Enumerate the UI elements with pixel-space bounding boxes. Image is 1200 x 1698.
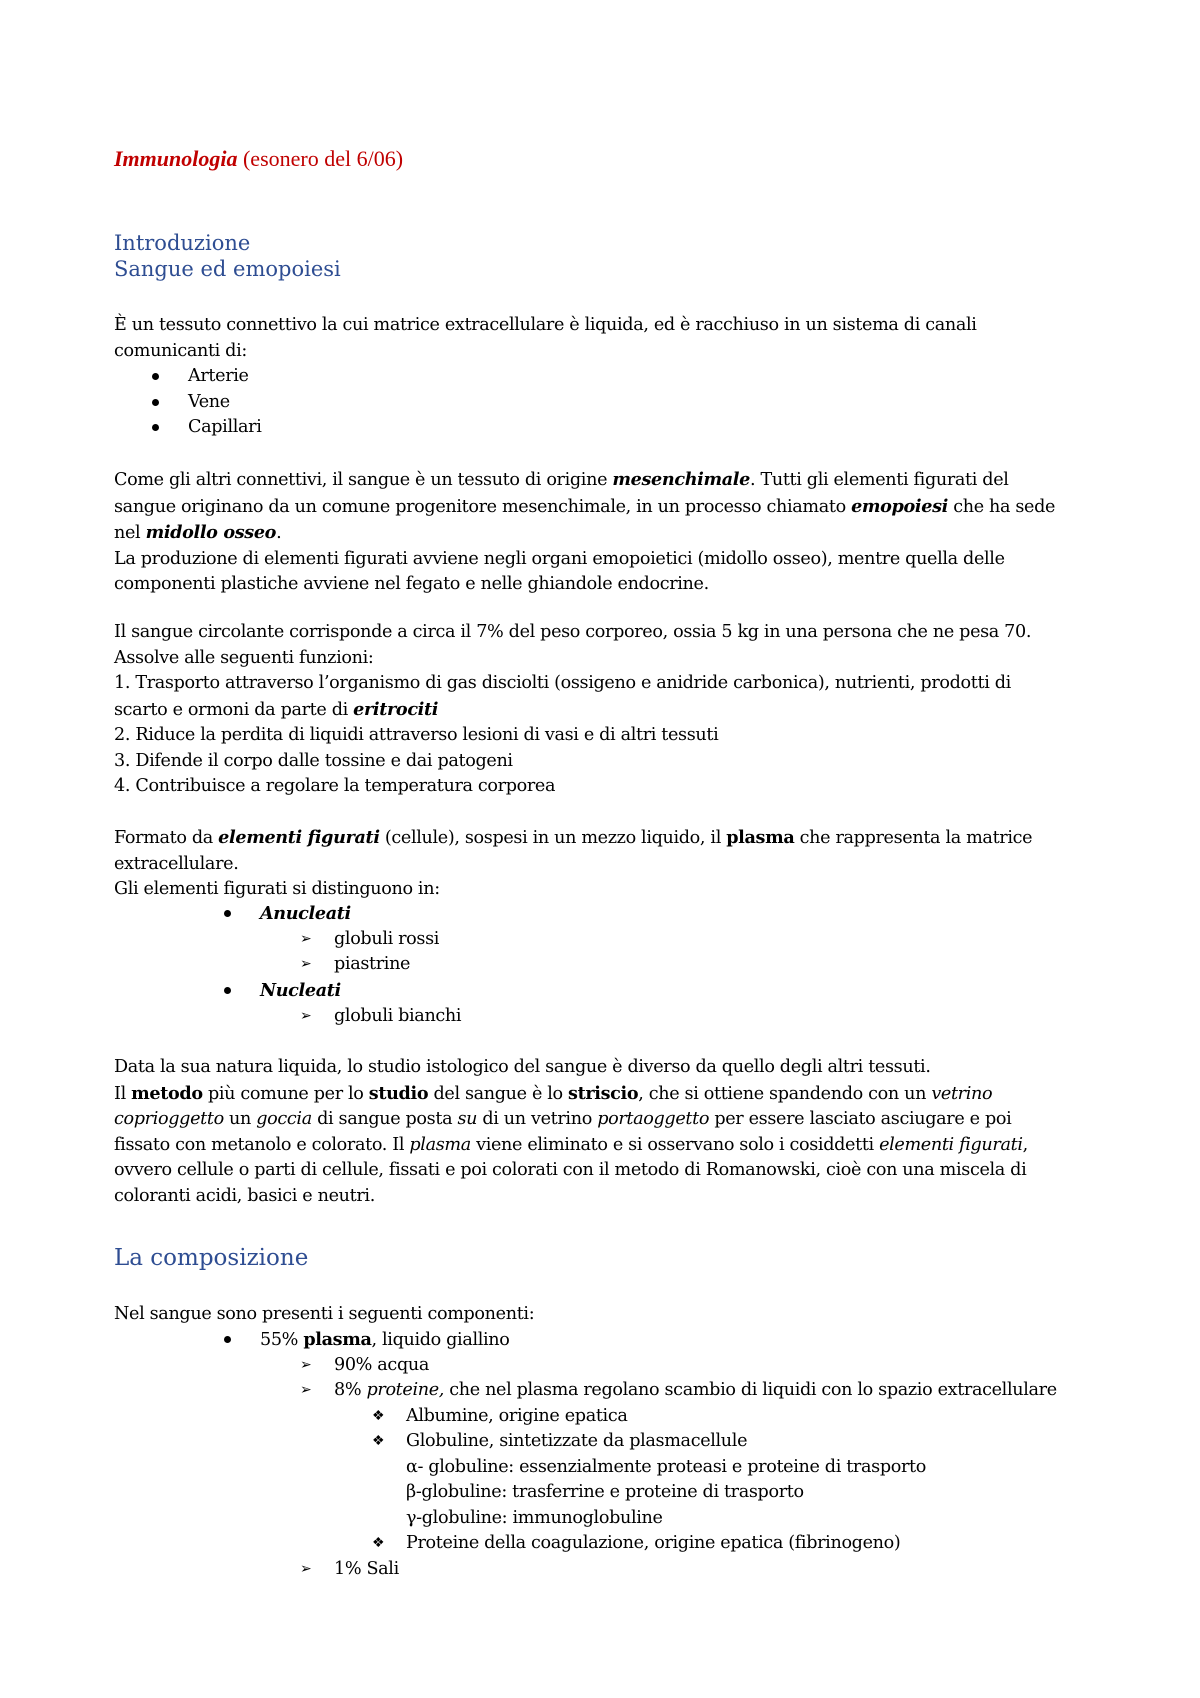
list-item-gamma: γ-globuline: immunoglobuline: [406, 1508, 663, 1528]
bullet-icon: [152, 390, 159, 416]
text-line: scarto e ormoni da parte di eritrociti: [114, 698, 439, 720]
text-line: sangue originano da un comune progenitore mesenchimale, in un processo chiamato emopoiesi che ha sede: [114, 495, 1056, 517]
text-line: Gli elementi figurati si distinguono in:: [114, 879, 440, 899]
text-line: fissato con metanolo e colorato. Il plasma viene eliminato e si osservano solo i cosiddetti elementi figurati,: [114, 1134, 1028, 1155]
paragraph-componenti: [114, 1302, 1094, 1328]
list-item-proteine: 8% proteine, che nel plasma regolano scambio di liquidi con lo spazio extracellulare: [334, 1380, 1057, 1400]
list-item: Vene: [188, 392, 230, 412]
bullet-icon: [152, 415, 159, 441]
paragraph-funzioni: [114, 620, 1094, 800]
heading-sangue: Sangue ed emopoiesi: [114, 257, 341, 281]
bullet-icon: [224, 978, 231, 1004]
bullet-icon: [224, 901, 231, 927]
arrow-bullet-icon: ➢: [300, 931, 312, 947]
list-item: Capillari: [188, 417, 262, 437]
list-item: 1% Sali: [334, 1559, 399, 1579]
text-line: extracellulare.: [114, 853, 239, 874]
text-line: La produzione di elementi figurati avviene negli organi emopoietici (midollo osseo), mentre quella delle: [114, 548, 1005, 569]
arrow-bullet-icon: ➢: [300, 1561, 312, 1577]
list-item-alfa: α- globuline: essenzialmente proteasi e proteine di trasporto: [406, 1457, 926, 1477]
text-line: nel midollo osseo.: [114, 522, 282, 543]
text-line: ovvero cellule o parti di cellule, fissati e poi colorati con il metodo di Romanowski, cioè con una miscela di: [114, 1160, 1027, 1180]
arrow-bullet-icon: ➢: [300, 1357, 312, 1373]
text-line: 2. Riduce la perdita di liquidi attraverso lesioni di vasi e di altri tessuti: [114, 725, 719, 745]
paragraph-intro: [114, 313, 1094, 364]
title-main: Immunologia: [114, 146, 238, 171]
text-line: Il metodo più comune per lo studio del sangue è lo striscio, che si ottiene spandendo con un vetrino: [114, 1082, 993, 1104]
text-line: 1. Trasporto attraverso l’organismo di gas disciolti (ossigeno e anidride carbonica), nutrienti, prodotti di: [114, 673, 1011, 693]
list-item: 90% acqua: [334, 1355, 429, 1375]
text-line: Formato da elementi figurati (cellule), sospesi in un mezzo liquido, il plasma che rappresenta la matrice: [114, 827, 1033, 848]
text-line: Data la sua natura liquida, lo studio istologico del sangue è diverso da quello degli altri tessuti.: [114, 1057, 931, 1077]
diamond-bullet-icon: ❖: [372, 1433, 385, 1449]
text-line: coloranti acidi, basici e neutri.: [114, 1185, 375, 1206]
list-item-nucleati: Nucleati: [260, 980, 341, 1001]
list-item: Globuline, sintetizzate da plasmacellule: [406, 1431, 748, 1451]
arrow-bullet-icon: ➢: [300, 956, 312, 972]
bullet-icon: [152, 364, 159, 390]
list-item-anucleati: Anucleati: [260, 903, 351, 924]
bullet-icon: [224, 1327, 231, 1353]
text-line: 3. Difende il corpo dalle tossine e dai patogeni: [114, 750, 513, 771]
text-line: coprioggetto un goccia di sangue posta su di un vetrino portaoggetto per essere lasciato asciugare e poi: [114, 1109, 1012, 1129]
title-sub: (esonero del 6/06): [242, 146, 404, 171]
text-line: comunicanti di:: [114, 340, 247, 361]
heading-composizione: La composizione: [114, 1245, 309, 1271]
text-line: È un tessuto connettivo la cui matrice extracellulare è liquida, ed è racchiuso in un sistema di canali: [114, 315, 977, 335]
document-title: [114, 146, 403, 172]
text-line: Il sangue circolante corrisponde a circa il 7% del peso corporeo, ossia 5 kg in una persona che ne pesa 70.: [114, 622, 1032, 642]
arrow-bullet-icon: ➢: [300, 1382, 312, 1398]
paragraph-elementi: [114, 825, 1094, 903]
paragraph-striscio: [114, 1055, 1094, 1209]
text-line: componenti plastiche avviene nel fegato e nelle ghiandole endocrine.: [114, 574, 709, 594]
list-item-beta: β-globuline: trasferrine e proteine di trasporto: [406, 1482, 804, 1502]
text-line: Nel sangue sono presenti i seguenti componenti:: [114, 1304, 535, 1324]
paragraph-mesenchimale: [114, 467, 1094, 598]
diamond-bullet-icon: ❖: [372, 1408, 385, 1424]
list-item-plasma: 55% plasma, liquido giallino: [260, 1329, 510, 1350]
list-item: globuli bianchi: [334, 1006, 462, 1026]
list-item: Albumine, origine epatica: [406, 1406, 628, 1426]
text-line: Come gli altri connettivi, il sangue è un tessuto di origine mesenchimale. Tutti gli elementi figurati del: [114, 469, 1009, 490]
diamond-bullet-icon: ❖: [372, 1535, 385, 1551]
text-line: 4. Contribuisce a regolare la temperatura corporea: [114, 776, 556, 796]
text-line: Assolve alle seguenti funzioni:: [114, 647, 374, 668]
heading-introduzione: Introduzione: [114, 231, 251, 255]
list-item: globuli rossi: [334, 929, 440, 949]
list-item: Proteine della coagulazione, origine epatica (fibrinogeno): [406, 1533, 901, 1553]
list-item: piastrine: [334, 954, 411, 974]
arrow-bullet-icon: ➢: [300, 1008, 312, 1024]
list-item: Arterie: [188, 366, 249, 386]
